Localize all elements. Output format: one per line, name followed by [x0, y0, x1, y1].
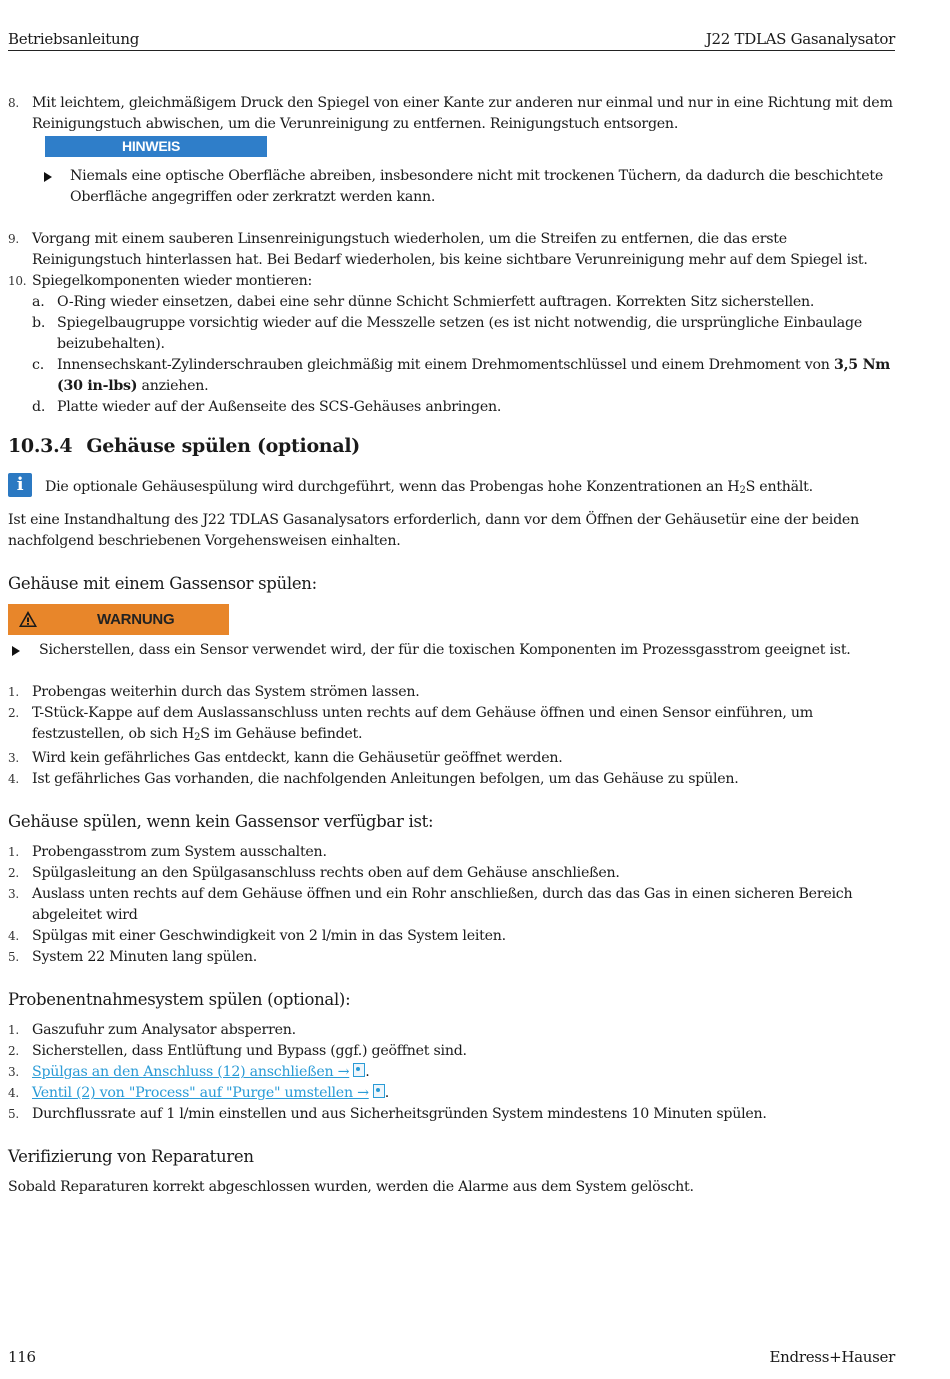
list-item: [8, 1020, 896, 1041]
info-text: Die optionale Gehäusespülung wird durchgeführt, wenn das Probengas hohe Konzentrationen an H: [45, 479, 740, 495]
list-item: [8, 769, 896, 790]
substep-letter: c.: [32, 357, 44, 373]
intro-paragraph: Ist eine Instandhaltung des J22 TDLAS Gasanalysators erforderlich, dann vor dem Öffnen der Gehäusetür eine der beiden nachfolgend beschriebenen Vorgehensweisen einhalten.: [8, 512, 859, 549]
step-number: 3.: [8, 751, 19, 765]
substep-d: [8, 397, 896, 418]
step-number: 3.: [8, 1065, 19, 1079]
info-text-end: S enthält.: [745, 479, 813, 495]
with-sensor-steps: [8, 682, 896, 790]
info-subscript: 2: [739, 485, 746, 496]
notice-bullet: [8, 166, 896, 208]
step-10: [8, 271, 896, 292]
triangle-bullet-icon: [44, 172, 52, 182]
substep-b: [8, 313, 896, 355]
warning-bullet: [8, 640, 896, 661]
step-text: Mit leichtem, gleichmäßigem Druck den Spiegel von einer Kante zur anderen nur einmal und nur in eine Richtung mit dem Reinigungstuch abwischen, um die Verunreinigung zu entfernen. Reinigungstuch entsorgen.: [32, 95, 893, 132]
step-number: 2.: [8, 706, 19, 720]
substep-letter: d.: [32, 399, 46, 415]
list-item: [8, 884, 896, 926]
step-number: 10.: [8, 274, 27, 288]
list-item: [8, 1041, 896, 1062]
step-text: Auslass unten rechts auf dem Gehäuse öffnen und ein Rohr anschließen, durch das das Gas in einen sicheren Bereich abgeleitet wird: [32, 886, 853, 923]
substep-text-end: anziehen.: [137, 378, 209, 394]
warning-triangle-icon: [18, 610, 38, 628]
list-item: [8, 1104, 896, 1125]
step-text: Spülgas mit einer Geschwindigkeit von 2 l/min in das System leiten.: [32, 928, 506, 944]
step-text-end: .: [384, 1085, 390, 1101]
list-item: [8, 703, 896, 748]
warning-text: Sicherstellen, dass ein Sensor verwendet wird, der für die toxischen Komponenten im Prozessgasstrom geeignet ist.: [39, 642, 851, 658]
step-number: 9.: [8, 232, 19, 246]
step-number: 2.: [8, 1044, 19, 1058]
list-item: [8, 1083, 896, 1104]
warning-label: WARNUNG: [97, 611, 175, 628]
step-text: Probengas weiterhin durch das System strömen lassen.: [32, 684, 420, 700]
list-item: [8, 1062, 896, 1083]
brand-name: Endress+Hauser: [769, 1348, 895, 1366]
step-number: 4.: [8, 772, 19, 786]
substep-a: [8, 292, 896, 313]
step-text: Probengasstrom zum System ausschalten.: [32, 844, 327, 860]
step-text: Ist gefährliches Gas vorhanden, die nachfolgenden Anleitungen befolgen, um das Gehäuse zu spülen.: [32, 771, 739, 787]
step-number: 2.: [8, 866, 19, 880]
step-8: [8, 93, 896, 135]
section-title: Gehäuse spülen (optional): [86, 435, 360, 457]
step-number: 5.: [8, 950, 19, 964]
torque-nm: 3,5 Nm: [833, 357, 891, 373]
without-sensor-steps: [8, 842, 896, 968]
step-number: 1.: [8, 845, 19, 859]
purge-connection-link[interactable]: Spülgas an den Anschluss (12) anschließen →: [32, 1064, 350, 1080]
step-text: Sicherstellen, dass Entlüftung und Bypass (ggf.) geöffnet sind.: [32, 1043, 467, 1059]
notice-text: Niemals eine optische Oberfläche abreiben, insbesondere nicht mit trockenen Tüchern, da dadurch die beschichtete Oberfläche angegriffen oder zerkratzt werden kann.: [70, 168, 883, 205]
step-text-end: S im Gehäuse befindet.: [200, 726, 363, 742]
torque-inlbs: (30 in-lbs): [57, 378, 138, 394]
step-text: Vorgang mit einem sauberen Linsenreinigungstuch wiederholen, um die Streifen zu entfernen, die das erste Reinigungstuch hinterlassen hat. Bei Bedarf wiederholen, bis keine sichtbare Verunreinigung mehr auf dem Spiegel ist.: [32, 231, 868, 268]
notice-label: HINWEIS: [122, 138, 181, 154]
page-header: [8, 30, 895, 51]
sampling-steps: [8, 1020, 896, 1125]
verification-text: Sobald Reparaturen korrekt abgeschlossen wurden, werden die Alarme aus dem System gelöscht.: [8, 1179, 694, 1195]
step-9: [8, 229, 896, 271]
step-number: 3.: [8, 887, 19, 901]
step-subscript: 2: [194, 732, 201, 743]
valve-switch-link[interactable]: Ventil (2) von "Process" auf "Purge" umstellen →: [32, 1085, 369, 1101]
list-item: [8, 842, 896, 863]
header-doc-type: Betriebsanleitung: [8, 30, 139, 48]
list-item: [8, 926, 896, 947]
sampling-heading: Probenentnahmesystem spülen (optional):: [8, 990, 351, 1009]
substep-text: Platte wieder auf der Außenseite des SCS-Gehäuses anbringen.: [57, 399, 502, 415]
info-note: [8, 475, 896, 503]
step-text: Durchflussrate auf 1 l/min einstellen und aus Sicherheitsgründen System mindestens 10 Minuten spülen.: [32, 1106, 767, 1122]
step-number: 5.: [8, 1107, 19, 1121]
step-number: 8.: [8, 96, 19, 110]
info-icon: i: [8, 473, 32, 497]
substep-text: Innensechskant-Zylinderschrauben gleichmäßig mit einem Drehmomentschlüssel und einem Drehmoment von: [57, 357, 834, 373]
document-link-icon[interactable]: [353, 1063, 365, 1077]
list-item: [8, 682, 896, 703]
step-text: System 22 Minuten lang spülen.: [32, 949, 258, 965]
triangle-bullet-icon: [12, 646, 20, 656]
page-content: [8, 93, 896, 1198]
warning-banner: [8, 604, 229, 635]
step-text: Wird kein gefährliches Gas entdeckt, kann die Gehäusetür geöffnet werden.: [32, 750, 563, 766]
header-product: J22 TDLAS Gasanalysator: [705, 30, 895, 48]
step-number: 4.: [8, 1086, 19, 1100]
page-number: 116: [8, 1348, 36, 1366]
step-text: T-Stück-Kappe auf dem Auslassanschluss unten rechts auf dem Gehäuse öffnen und einen Sensor einführen, um festzustellen, ob sich H: [32, 705, 813, 742]
substep-c: [8, 355, 896, 397]
verification-heading: Verifizierung von Reparaturen: [8, 1147, 254, 1166]
with-sensor-heading: Gehäuse mit einem Gassensor spülen:: [8, 574, 317, 593]
notice-banner: [45, 136, 267, 157]
list-item: [8, 748, 896, 769]
substep-letter: b.: [32, 315, 46, 331]
step-number: 1.: [8, 685, 19, 699]
step-text: Spiegelkomponenten wieder montieren:: [32, 273, 313, 289]
list-item: [8, 947, 896, 968]
step-number: 4.: [8, 929, 19, 943]
substep-letter: a.: [32, 294, 45, 310]
step-text: Gaszufuhr zum Analysator absperren.: [32, 1022, 296, 1038]
step-number: 1.: [8, 1023, 19, 1037]
substep-text: O-Ring wieder einsetzen, dabei eine sehr dünne Schicht Schmierfett auftragen. Korrekten Sitz sicherstellen.: [57, 294, 815, 310]
without-sensor-heading: Gehäuse spülen, wenn kein Gassensor verfügbar ist:: [8, 812, 434, 831]
step-text: Spülgasleitung an den Spülgasanschluss rechts oben auf dem Gehäuse anschließen.: [32, 865, 620, 881]
substep-text: Spiegelbaugruppe vorsichtig wieder auf die Messzelle setzen (es ist nicht notwendig, die ursprüngliche Einbaulage beizubehalten).: [57, 315, 862, 352]
section-number: 10.3.4: [8, 435, 73, 457]
list-item: [8, 863, 896, 884]
step-text-end: .: [365, 1064, 370, 1080]
section-heading: [8, 434, 896, 458]
document-link-icon[interactable]: [373, 1084, 385, 1098]
